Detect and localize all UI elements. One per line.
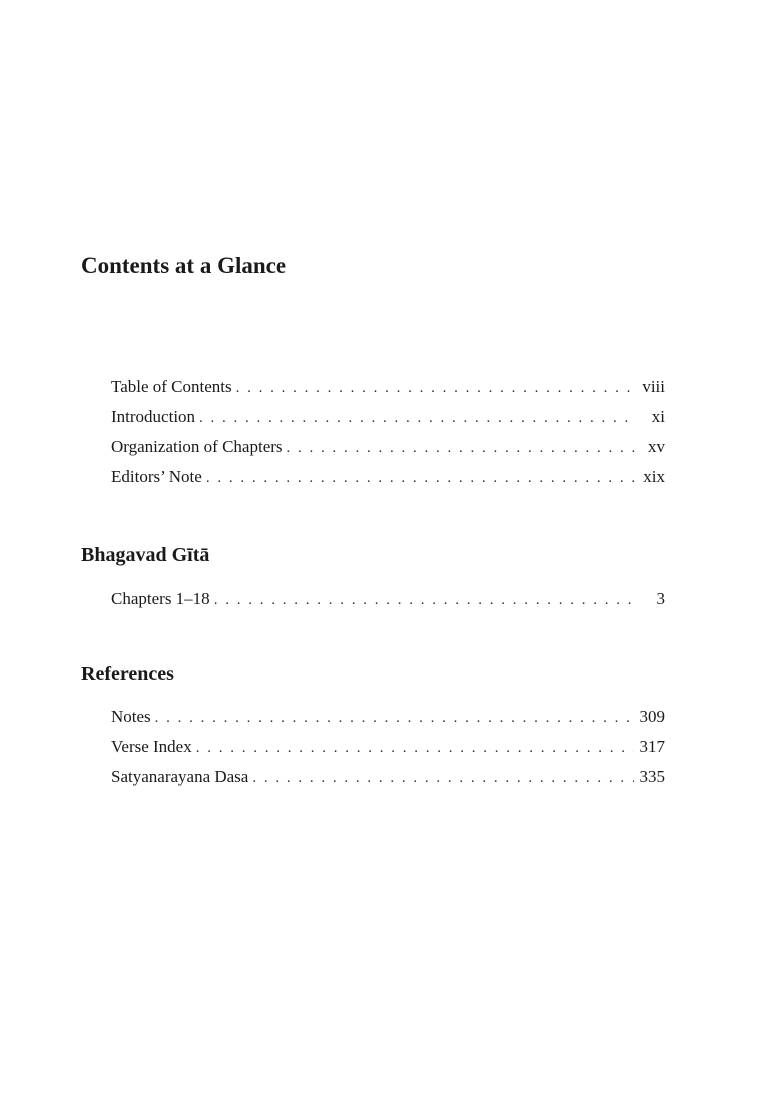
toc-entry[interactable] bbox=[111, 462, 665, 492]
entry-label: Introduction bbox=[111, 407, 196, 426]
page-number: 317 bbox=[639, 737, 665, 756]
section-heading: References bbox=[81, 662, 174, 685]
dot-leader bbox=[196, 733, 634, 763]
entry-label: Notes bbox=[111, 707, 151, 726]
toc-entry[interactable] bbox=[111, 372, 665, 402]
entry-label: Chapters 1–18 bbox=[111, 589, 210, 608]
entry-label: Organization of Chapters bbox=[111, 437, 283, 456]
toc-entry[interactable] bbox=[111, 432, 665, 462]
page-number: 309 bbox=[639, 707, 665, 726]
toc-entry[interactable] bbox=[111, 762, 665, 792]
dot-leader bbox=[252, 763, 633, 793]
toc-entry[interactable] bbox=[111, 584, 665, 614]
entry-label: Satyanarayana Dasa bbox=[111, 767, 249, 786]
dot-leader bbox=[236, 373, 635, 403]
toc-entry[interactable] bbox=[111, 732, 665, 762]
front-matter-list bbox=[111, 372, 665, 492]
page-number: viii bbox=[642, 377, 665, 396]
entry-label: Table of Contents bbox=[111, 377, 232, 396]
page-number: 3 bbox=[656, 589, 665, 608]
entry-label: Verse Index bbox=[111, 737, 192, 756]
page-title: Contents at a Glance bbox=[81, 253, 287, 279]
dot-leader bbox=[206, 463, 635, 493]
section-entries-list bbox=[111, 702, 665, 792]
toc-entry[interactable] bbox=[111, 702, 665, 732]
dot-leader bbox=[287, 433, 635, 463]
toc-entry[interactable] bbox=[111, 402, 665, 432]
entry-label: Editors’ Note bbox=[111, 467, 202, 486]
page-number: 335 bbox=[639, 767, 665, 786]
dot-leader bbox=[214, 585, 635, 615]
section-heading: Bhagavad Gītā bbox=[81, 543, 210, 566]
page-number: xv bbox=[648, 437, 665, 456]
page-number: xi bbox=[651, 407, 665, 426]
dot-leader bbox=[155, 703, 634, 733]
page-number: xix bbox=[643, 467, 665, 486]
dot-leader bbox=[199, 403, 635, 433]
section-entries-list bbox=[111, 584, 665, 614]
